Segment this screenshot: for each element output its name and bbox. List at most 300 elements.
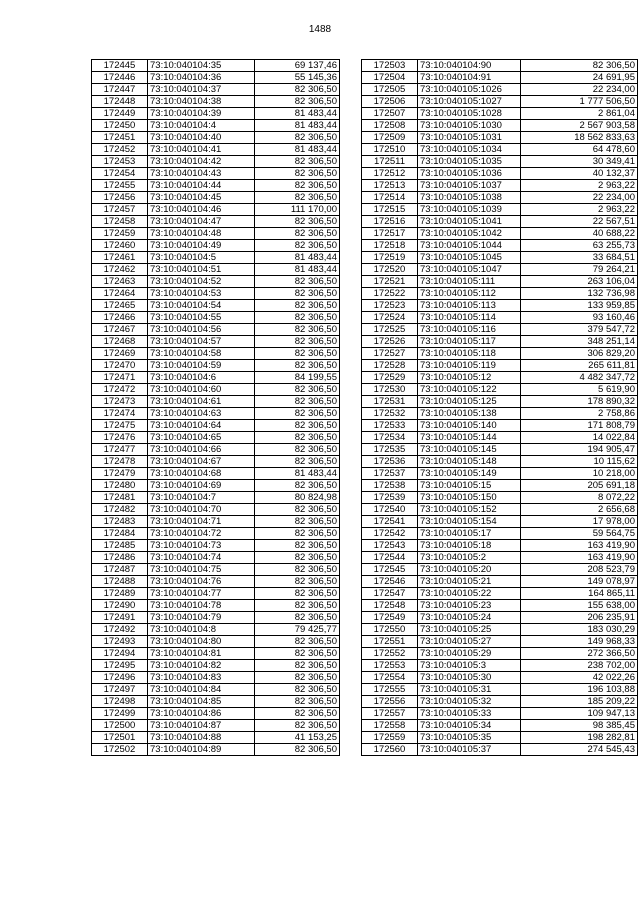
table-row: [362, 360, 638, 372]
table-row: [92, 528, 340, 540]
cadastral-number-cell: 73:10:040104:39: [148, 108, 255, 120]
cadastral-number-cell: 73:10:040104:76: [148, 576, 255, 588]
row-number-cell: 172536: [362, 456, 418, 468]
table-row: [362, 516, 638, 528]
value-cell: 82 306,50: [255, 744, 340, 756]
cadastral-number-cell: 73:10:040104:91: [418, 72, 521, 84]
cadastral-number-cell: 73:10:040104:44: [148, 180, 255, 192]
value-cell: 79 425,77: [255, 624, 340, 636]
cadastral-number-cell: 73:10:040105:150: [418, 492, 521, 504]
value-cell: 82 306,50: [255, 324, 340, 336]
table-row: [362, 552, 638, 564]
row-number-cell: 172476: [92, 432, 148, 444]
table-row: [92, 720, 340, 732]
row-number-cell: 172524: [362, 312, 418, 324]
value-cell: 149 078,97: [521, 576, 638, 588]
value-cell: 14 022,84: [521, 432, 638, 444]
cadastral-number-cell: 73:10:040104:78: [148, 600, 255, 612]
value-cell: 133 959,85: [521, 300, 638, 312]
table-row: [92, 72, 340, 84]
row-number-cell: 172525: [362, 324, 418, 336]
cadastral-number-cell: 73:10:040105:22: [418, 588, 521, 600]
value-cell: 22 234,00: [521, 192, 638, 204]
value-cell: 82 306,50: [255, 132, 340, 144]
cadastral-number-cell: 73:10:040104:83: [148, 672, 255, 684]
cadastral-number-cell: 73:10:040104:77: [148, 588, 255, 600]
value-cell: 82 306,50: [255, 564, 340, 576]
cadastral-number-cell: 73:10:040104:42: [148, 156, 255, 168]
cadastral-number-cell: 73:10:040104:45: [148, 192, 255, 204]
cadastral-number-cell: 73:10:040105:34: [418, 720, 521, 732]
value-cell: 82 306,50: [255, 84, 340, 96]
table-row: [362, 144, 638, 156]
table-row: [362, 684, 638, 696]
row-number-cell: 172513: [362, 180, 418, 192]
row-number-cell: 172499: [92, 708, 148, 720]
cadastral-number-cell: 73:10:040105:12: [418, 372, 521, 384]
register-table-right: [361, 59, 638, 756]
table-row: [362, 564, 638, 576]
cadastral-number-cell: 73:10:040105:29: [418, 648, 521, 660]
cadastral-number-cell: 73:10:040104:38: [148, 96, 255, 108]
table-row: [362, 300, 638, 312]
row-number-cell: 172507: [362, 108, 418, 120]
row-number-cell: 172486: [92, 552, 148, 564]
cadastral-number-cell: 73:10:040105:117: [418, 336, 521, 348]
cadastral-number-cell: 73:10:040105:25: [418, 624, 521, 636]
cadastral-number-cell: 73:10:040104:61: [148, 396, 255, 408]
cadastral-number-cell: 73:10:040105:113: [418, 300, 521, 312]
row-number-cell: 172502: [92, 744, 148, 756]
table-row: [92, 252, 340, 264]
table-row: [92, 540, 340, 552]
table-row: [92, 636, 340, 648]
row-number-cell: 172544: [362, 552, 418, 564]
value-cell: 82 306,50: [255, 396, 340, 408]
value-cell: 82 306,50: [255, 540, 340, 552]
row-number-cell: 172466: [92, 312, 148, 324]
table-row: [362, 108, 638, 120]
table-row: [362, 600, 638, 612]
table-row: [362, 228, 638, 240]
cadastral-number-cell: 73:10:040105:138: [418, 408, 521, 420]
cadastral-number-cell: 73:10:040105:1028: [418, 108, 521, 120]
table-row: [362, 156, 638, 168]
value-cell: 82 306,50: [255, 720, 340, 732]
table-row: [362, 396, 638, 408]
cadastral-number-cell: 73:10:040104:71: [148, 516, 255, 528]
cadastral-number-cell: 73:10:040105:1034: [418, 144, 521, 156]
cadastral-number-cell: 73:10:040104:84: [148, 684, 255, 696]
value-cell: 82 306,50: [255, 684, 340, 696]
table-row: [362, 72, 638, 84]
cadastral-number-cell: 73:10:040104:65: [148, 432, 255, 444]
table-row: [362, 348, 638, 360]
row-number-cell: 172537: [362, 468, 418, 480]
row-number-cell: 172497: [92, 684, 148, 696]
cadastral-number-cell: 73:10:040104:48: [148, 228, 255, 240]
cadastral-number-cell: 73:10:040105:118: [418, 348, 521, 360]
value-cell: 82 306,50: [255, 636, 340, 648]
value-cell: 33 684,51: [521, 252, 638, 264]
value-cell: 40 132,37: [521, 168, 638, 180]
table-row: [92, 468, 340, 480]
cadastral-number-cell: 73:10:040104:73: [148, 540, 255, 552]
table-row: [92, 384, 340, 396]
table-row: [362, 324, 638, 336]
cadastral-number-cell: 73:10:040104:46: [148, 204, 255, 216]
cadastral-number-cell: 73:10:040104:63: [148, 408, 255, 420]
table-row: [362, 408, 638, 420]
cadastral-number-cell: 73:10:040104:80: [148, 636, 255, 648]
row-number-cell: 172459: [92, 228, 148, 240]
row-number-cell: 172467: [92, 324, 148, 336]
table-row: [362, 216, 638, 228]
table-row: [92, 264, 340, 276]
cadastral-number-cell: 73:10:040105:1026: [418, 84, 521, 96]
cadastral-number-cell: 73:10:040105:1037: [418, 180, 521, 192]
table-row: [92, 324, 340, 336]
cadastral-number-cell: 73:10:040104:81: [148, 648, 255, 660]
table-row: [92, 288, 340, 300]
row-number-cell: 172545: [362, 564, 418, 576]
table-row: [92, 480, 340, 492]
value-cell: 81 483,44: [255, 252, 340, 264]
cadastral-number-cell: 73:10:040104:88: [148, 732, 255, 744]
row-number-cell: 172456: [92, 192, 148, 204]
row-number-cell: 172485: [92, 540, 148, 552]
row-number-cell: 172478: [92, 456, 148, 468]
row-number-cell: 172508: [362, 120, 418, 132]
table-row: [92, 444, 340, 456]
cadastral-number-cell: 73:10:040104:4: [148, 120, 255, 132]
row-number-cell: 172458: [92, 216, 148, 228]
value-cell: 40 688,22: [521, 228, 638, 240]
value-cell: 82 306,50: [255, 168, 340, 180]
row-number-cell: 172541: [362, 516, 418, 528]
value-cell: 178 890,32: [521, 396, 638, 408]
table-row: [92, 312, 340, 324]
table-row: [362, 612, 638, 624]
table-row: [362, 336, 638, 348]
value-cell: 171 808,79: [521, 420, 638, 432]
table-row: [362, 492, 638, 504]
row-number-cell: 172465: [92, 300, 148, 312]
table-row: [362, 696, 638, 708]
row-number-cell: 172482: [92, 504, 148, 516]
cadastral-number-cell: 73:10:040104:37: [148, 84, 255, 96]
value-cell: 24 691,95: [521, 72, 638, 84]
cadastral-number-cell: 73:10:040104:57: [148, 336, 255, 348]
value-cell: 82 306,50: [255, 156, 340, 168]
row-number-cell: 172462: [92, 264, 148, 276]
row-number-cell: 172479: [92, 468, 148, 480]
row-number-cell: 172503: [362, 60, 418, 72]
row-number-cell: 172448: [92, 96, 148, 108]
row-number-cell: 172496: [92, 672, 148, 684]
row-number-cell: 172464: [92, 288, 148, 300]
table-row: [362, 624, 638, 636]
table-row: [92, 708, 340, 720]
cadastral-number-cell: 73:10:040105:1031: [418, 132, 521, 144]
table-row: [92, 396, 340, 408]
value-cell: 82 306,50: [255, 672, 340, 684]
value-cell: 82 306,50: [255, 384, 340, 396]
value-cell: 2 567 903,58: [521, 120, 638, 132]
row-number-cell: 172492: [92, 624, 148, 636]
table-row: [92, 108, 340, 120]
row-number-cell: 172461: [92, 252, 148, 264]
value-cell: 82 306,50: [255, 552, 340, 564]
table-row: [92, 672, 340, 684]
table-row: [362, 252, 638, 264]
cadastral-number-cell: 73:10:040104:55: [148, 312, 255, 324]
cadastral-number-cell: 73:10:040105:1035: [418, 156, 521, 168]
value-cell: 272 366,50: [521, 648, 638, 660]
value-cell: 82 306,50: [255, 444, 340, 456]
value-cell: 82 306,50: [255, 96, 340, 108]
value-cell: 84 199,55: [255, 372, 340, 384]
value-cell: 306 829,20: [521, 348, 638, 360]
value-cell: 2 656,68: [521, 504, 638, 516]
value-cell: 82 306,50: [255, 480, 340, 492]
row-number-cell: 172472: [92, 384, 148, 396]
value-cell: 183 030,29: [521, 624, 638, 636]
cadastral-number-cell: 73:10:040105:1027: [418, 96, 521, 108]
table-row: [92, 660, 340, 672]
row-number-cell: 172454: [92, 168, 148, 180]
cadastral-number-cell: 73:10:040105:24: [418, 612, 521, 624]
cadastral-number-cell: 73:10:040105:15: [418, 480, 521, 492]
row-number-cell: 172547: [362, 588, 418, 600]
row-number-cell: 172526: [362, 336, 418, 348]
table-row: [92, 276, 340, 288]
value-cell: 82 306,50: [255, 180, 340, 192]
row-number-cell: 172528: [362, 360, 418, 372]
cadastral-number-cell: 73:10:040104:5: [148, 252, 255, 264]
value-cell: 81 483,44: [255, 144, 340, 156]
cadastral-number-cell: 73:10:040104:49: [148, 240, 255, 252]
table-row: [92, 180, 340, 192]
value-cell: 132 736,98: [521, 288, 638, 300]
table-row: [92, 744, 340, 756]
value-cell: 2 963,22: [521, 180, 638, 192]
cadastral-number-cell: 73:10:040104:85: [148, 696, 255, 708]
row-number-cell: 172516: [362, 216, 418, 228]
cadastral-number-cell: 73:10:040105:154: [418, 516, 521, 528]
value-cell: 82 306,50: [255, 576, 340, 588]
table-row: [92, 300, 340, 312]
value-cell: 82 306,50: [255, 192, 340, 204]
row-number-cell: 172477: [92, 444, 148, 456]
cadastral-number-cell: 73:10:040104:56: [148, 324, 255, 336]
table-row: [362, 312, 638, 324]
cadastral-number-cell: 73:10:040105:140: [418, 420, 521, 432]
table-row: [92, 408, 340, 420]
table-row: [92, 684, 340, 696]
row-number-cell: 172540: [362, 504, 418, 516]
row-number-cell: 172514: [362, 192, 418, 204]
table-row: [362, 456, 638, 468]
value-cell: 82 306,50: [255, 660, 340, 672]
cadastral-number-cell: 73:10:040105:148: [418, 456, 521, 468]
value-cell: 82 306,50: [255, 708, 340, 720]
table-row: [92, 372, 340, 384]
table-row: [92, 564, 340, 576]
cadastral-number-cell: 73:10:040104:6: [148, 372, 255, 384]
row-number-cell: 172530: [362, 384, 418, 396]
table-row: [362, 468, 638, 480]
value-cell: 82 306,50: [255, 456, 340, 468]
row-number-cell: 172542: [362, 528, 418, 540]
row-number-cell: 172529: [362, 372, 418, 384]
row-number-cell: 172543: [362, 540, 418, 552]
value-cell: 274 545,43: [521, 744, 638, 756]
value-cell: 22 567,51: [521, 216, 638, 228]
value-cell: 198 282,81: [521, 732, 638, 744]
cadastral-number-cell: 73:10:040104:75: [148, 564, 255, 576]
table-row: [362, 576, 638, 588]
cadastral-number-cell: 73:10:040105:112: [418, 288, 521, 300]
table-row: [362, 60, 638, 72]
cadastral-number-cell: 73:10:040104:74: [148, 552, 255, 564]
value-cell: 81 483,44: [255, 120, 340, 132]
value-cell: 5 619,90: [521, 384, 638, 396]
value-cell: 82 306,50: [255, 336, 340, 348]
cadastral-number-cell: 73:10:040104:36: [148, 72, 255, 84]
cadastral-number-cell: 73:10:040105:149: [418, 468, 521, 480]
table-row: [362, 444, 638, 456]
table-row: [92, 648, 340, 660]
table-row: [92, 624, 340, 636]
table-row: [92, 504, 340, 516]
table-row: [92, 132, 340, 144]
value-cell: 163 419,90: [521, 552, 638, 564]
row-number-cell: 172538: [362, 480, 418, 492]
cadastral-number-cell: 73:10:040105:119: [418, 360, 521, 372]
value-cell: 82 306,50: [255, 228, 340, 240]
value-cell: 42 022,26: [521, 672, 638, 684]
table-row: [92, 612, 340, 624]
row-number-cell: 172518: [362, 240, 418, 252]
row-number-cell: 172517: [362, 228, 418, 240]
value-cell: 69 137,46: [255, 60, 340, 72]
row-number-cell: 172549: [362, 612, 418, 624]
value-cell: 82 306,50: [255, 432, 340, 444]
cadastral-number-cell: 73:10:040104:7: [148, 492, 255, 504]
table-row: [362, 120, 638, 132]
table-row: [362, 264, 638, 276]
value-cell: 109 947,13: [521, 708, 638, 720]
row-number-cell: 172520: [362, 264, 418, 276]
cadastral-number-cell: 73:10:040105:1042: [418, 228, 521, 240]
value-cell: 30 349,41: [521, 156, 638, 168]
value-cell: 82 306,50: [255, 612, 340, 624]
value-cell: 82 306,50: [255, 696, 340, 708]
row-number-cell: 172468: [92, 336, 148, 348]
table-row: [362, 588, 638, 600]
cadastral-number-cell: 73:10:040104:69: [148, 480, 255, 492]
table-row: [92, 348, 340, 360]
table-row: [92, 168, 340, 180]
row-number-cell: 172557: [362, 708, 418, 720]
value-cell: 80 824,98: [255, 492, 340, 504]
cadastral-number-cell: 73:10:040105:122: [418, 384, 521, 396]
value-cell: 205 691,18: [521, 480, 638, 492]
table-row: [92, 336, 340, 348]
table-row: [92, 600, 340, 612]
cadastral-number-cell: 73:10:040104:82: [148, 660, 255, 672]
value-cell: 82 306,50: [255, 528, 340, 540]
cadastral-number-cell: 73:10:040104:58: [148, 348, 255, 360]
cadastral-number-cell: 73:10:040104:51: [148, 264, 255, 276]
value-cell: 2 861,04: [521, 108, 638, 120]
value-cell: 82 306,50: [255, 408, 340, 420]
row-number-cell: 172463: [92, 276, 148, 288]
cadastral-number-cell: 73:10:040105:1038: [418, 192, 521, 204]
cadastral-number-cell: 73:10:040104:43: [148, 168, 255, 180]
row-number-cell: 172450: [92, 120, 148, 132]
row-number-cell: 172512: [362, 168, 418, 180]
value-cell: 8 072,22: [521, 492, 638, 504]
cadastral-number-cell: 73:10:040104:52: [148, 276, 255, 288]
row-number-cell: 172452: [92, 144, 148, 156]
cadastral-number-cell: 73:10:040104:8: [148, 624, 255, 636]
row-number-cell: 172483: [92, 516, 148, 528]
table-row: [362, 480, 638, 492]
value-cell: 82 306,50: [255, 588, 340, 600]
value-cell: 17 978,00: [521, 516, 638, 528]
row-number-cell: 172470: [92, 360, 148, 372]
value-cell: 238 702,00: [521, 660, 638, 672]
table-row: [92, 144, 340, 156]
value-cell: 93 160,46: [521, 312, 638, 324]
cadastral-number-cell: 73:10:040104:89: [148, 744, 255, 756]
row-number-cell: 172489: [92, 588, 148, 600]
table-row: [362, 660, 638, 672]
value-cell: 41 153,25: [255, 732, 340, 744]
value-cell: 196 103,88: [521, 684, 638, 696]
row-number-cell: 172555: [362, 684, 418, 696]
table-row: [362, 732, 638, 744]
cadastral-number-cell: 73:10:040105:3: [418, 660, 521, 672]
row-number-cell: 172522: [362, 288, 418, 300]
cadastral-number-cell: 73:10:040104:64: [148, 420, 255, 432]
table-row: [92, 456, 340, 468]
value-cell: 22 234,00: [521, 84, 638, 96]
value-cell: 163 419,90: [521, 540, 638, 552]
table-row: [362, 528, 638, 540]
value-cell: 1 777 506,50: [521, 96, 638, 108]
table-row: [362, 720, 638, 732]
table-row: [362, 168, 638, 180]
cadastral-number-cell: 73:10:040105:35: [418, 732, 521, 744]
row-number-cell: 172558: [362, 720, 418, 732]
row-number-cell: 172532: [362, 408, 418, 420]
table-row: [92, 432, 340, 444]
row-number-cell: 172533: [362, 420, 418, 432]
row-number-cell: 172548: [362, 600, 418, 612]
cadastral-number-cell: 73:10:040105:20: [418, 564, 521, 576]
table-row: [92, 228, 340, 240]
value-cell: 81 483,44: [255, 108, 340, 120]
cadastral-number-cell: 73:10:040104:72: [148, 528, 255, 540]
cadastral-number-cell: 73:10:040105:1045: [418, 252, 521, 264]
table-row: [362, 636, 638, 648]
row-number-cell: 172488: [92, 576, 148, 588]
table-row: [362, 648, 638, 660]
row-number-cell: 172560: [362, 744, 418, 756]
